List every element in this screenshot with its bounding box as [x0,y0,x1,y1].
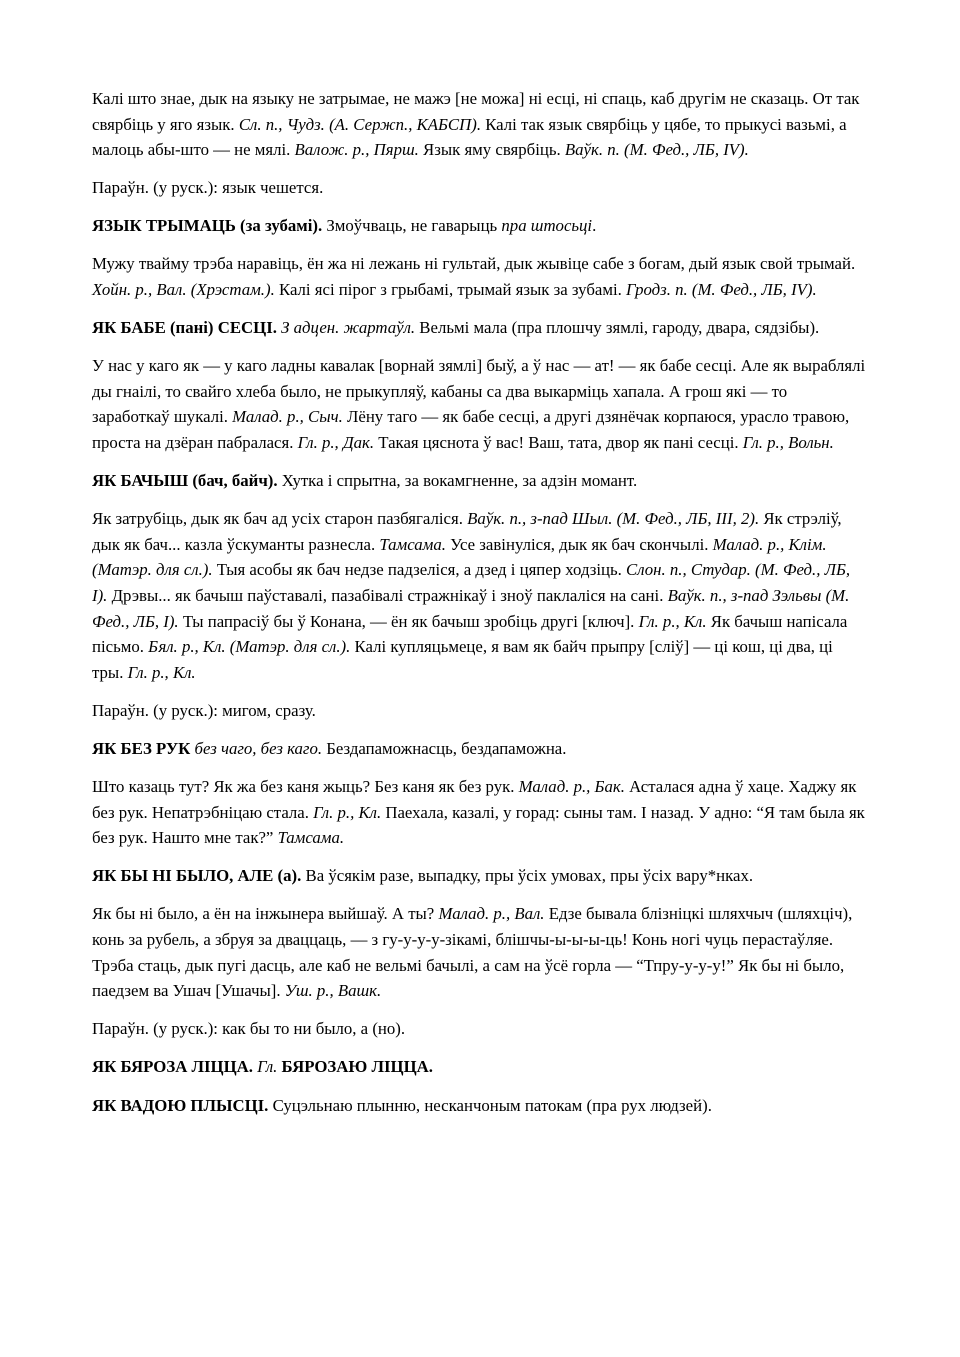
source-reference: Малад. р., Сыч. [232,407,343,427]
headword-text: ЯК БЯРОЗА ЛІЦЦА. [92,1057,258,1077]
paragraph [92,1016,868,1042]
body-text: Язык яму свярбіць. [418,140,565,160]
headword-text: ЯК БАЧЫШ (бач, байч). [92,471,282,491]
body-text: Параўн. (у руск.): язык чешется. [92,178,324,198]
source-reference: Малад. р., Бак. [518,777,625,797]
body-text: Тыя асобы як бач недзе падзеліся, а дзед і цяпер ходзіць. [212,560,627,580]
body-text: Калі купляцьмеце, я вам як байч прыпру [сліў] — ці кош, ці два, ці тры. [92,637,833,682]
source-reference: Гл. р., Вольн. [742,433,834,453]
paragraph [92,901,868,1003]
headword-text: ЯЗЫК ТРЫМАЦЬ (за зубамі). [92,216,327,236]
source-reference: Малад. р., Клім. (Матэр. для сл.). [92,534,827,580]
body-text: Параўн. (у руск.): мигом, сразу. [92,700,316,720]
body-text: Калі ясі пірог з грыбамі, трымай язык за зубамі. [274,280,627,300]
body-text: Такая цяснота ў вас! Ваш, тата, двор як пані сесці. [374,433,743,453]
paragraph [92,86,868,163]
body-text: Дрэвы... як бачыш паўставалі, пазабівалі стражнікаў і зноў паклаліся на сані. [107,586,668,605]
body-text: Калі што знае, дык на языку не затрымае, не мажэ [не можа] ні есці, ні спаць, каб другім не сказаць. От так свярбіць у яго язык. [92,89,860,134]
source-reference: Ваўк. п., з-пад Зэльвы (М. Фед., ЛБ, I). [92,586,850,631]
body-text: Як затрубіць, дык як бач ад усіх старон пазбягаліся. [92,509,468,529]
body-text: Як стрэліў, дык як бач... казла ўскуманты разнесла. [92,509,842,554]
source-reference: Гродз. п. (М. Фед., ЛБ, IV). [626,280,817,300]
text-column [92,86,868,1118]
body-text: Як бачыш напісала пісьмо. [92,611,848,657]
headword-text: БЯРОЗАЮ ЛІЦЦА. [281,1057,433,1077]
paragraph [92,1093,868,1119]
headword-text: ЯК БАБЕ (пані) СЕСЦІ. [92,318,282,338]
headword-text: ЯК ВАДОЮ ПЛЫСЦІ. [92,1095,273,1115]
body-text: Ты папрасіў бы ў Конана, — ён як бачыш зробіць другі [ключ]. [178,611,639,631]
source-reference: Ваўк. п., з-пад Шыл. (М. Фед., ЛБ, III, 2). [467,509,760,529]
source-reference: Тамсама. [379,534,446,554]
body-text: Хутка і спрытна, за вокамгненне, за адзін момант. [281,471,638,491]
paragraph [92,175,868,201]
source-reference: З адцен. жартаўл. [281,318,416,338]
source-reference: без чаго, без каго. [194,738,323,758]
paragraph [92,315,868,341]
source-reference: Бял. р., Кл. (Матэр. для сл.). [148,637,351,657]
body-text: Вельмі мала (пра плошчу зямлі, гароду, двара, сядзібы). [415,318,820,338]
source-reference: Уш. р., Вашк. [284,981,382,1001]
source-reference: Гл. [257,1057,282,1077]
body-text: У нас у каго як — у каго ладны кавалак [ворнай зямлі] быў, а ў нас — ат! — як бабе сесці. Але як выраблялі ды гнаілі, то свайго хлеба было, не прыкупляў, кабаны са два выкарміць хапала. А грош які — то заработкаў шукалі. [92,356,866,427]
body-text: . [592,216,597,236]
body-text: Змоўчваць, не гаварыць [326,216,502,236]
paragraph [92,736,868,762]
source-reference: Гл. р., Кл. [127,662,196,682]
source-reference: Гл. р., Дак. [297,433,375,453]
body-text: Едзе бывала блізніцкі шляхчыч (шляхціч), конь за рубель, а збруя за дваццаць, — з гу-у-у-у-зікамі, блішчы-ы-ы-ы-ць! Конь ногі чуць перастаўляе. Трэба стаць, дык пугі дасць, але каб не вельмі бачылі, а сам на ўсё горла — “Тпру-у-у-у!” Як бы ні было, паедзем ва Ушач [Ушачы]. [92,904,853,1001]
paragraph [92,353,868,455]
source-reference: Малад. р., Вал. [438,904,545,924]
body-text: Што казаць тут? Як жа без каня жыць? Без каня як без рук. [92,777,519,797]
body-text: Як бы ні было, а ён на інжынера выйшаў. А ты? [92,904,439,924]
body-text: Усе завінуліся, дык як бач скончылі. [445,534,713,554]
source-reference: Слон. п., Студар. (М. Фед., ЛБ, I). [92,560,851,605]
source-reference: Хойн. р., Вал. (Хрэстам.). [92,280,275,300]
body-text: Параўн. (у руск.): как бы то ни было, а (но). [92,1019,406,1039]
body-text: Асталася адна ў хаце. Хаджу як без рук. Непатрэбніцаю стала. [92,777,857,822]
headword-text: ЯК БЫ НІ БЫЛО, АЛЕ (а). [92,866,306,886]
paragraph [92,468,868,494]
paragraph [92,213,868,239]
paragraph [92,251,868,302]
body-text: Паехала, казалі, у горад: сыны там. І назад. У адно: “Я там была як без рук. Нашто мне так?” [92,802,865,848]
body-text: Суцэльнаю плынню, несканчоным патокам (пра рух людзей). [272,1095,712,1115]
body-text: Бездапаможнасць, бездапаможна. [322,738,567,758]
source-reference: Сл. п., Чудз. (А. Сержп., КАБСП). [238,114,482,134]
source-reference: Гл. р., Кл. [313,802,382,822]
paragraph [92,506,868,685]
headword-text: ЯК БЕЗ РУК [92,738,195,758]
paragraph [92,1054,868,1080]
source-reference: пра штосьці [501,216,593,236]
source-reference: Гл. р., Кл. [638,611,707,631]
paragraph [92,774,868,851]
body-text: Мужу твайму трэба наравіць, ён жа ні лежань ні гультай, дык жывіце сабе з богам, дый язык свой трымай. [92,254,856,274]
body-text: Лёну таго — як бабе сесці, а другі дзянёчак корпаюся, урасло травою, проста на дзёран пабралася. [92,407,850,453]
source-reference: Тамсама. [277,828,345,848]
source-reference: Ваўк. п. (М. Фед., ЛБ, IV). [564,140,749,160]
body-text: Калі так язык свярбіць у цябе, то прыкусі вазьмі, а малоць абы-што — не мялі. [92,114,847,160]
paragraph [92,863,868,889]
source-reference: Валож. р., Пярш. [294,140,419,160]
body-text: Ва ўсякім разе, выпадку, пры ўсіх умовах, пры ўсіх вару*нках. [305,866,754,886]
paragraph [92,698,868,724]
